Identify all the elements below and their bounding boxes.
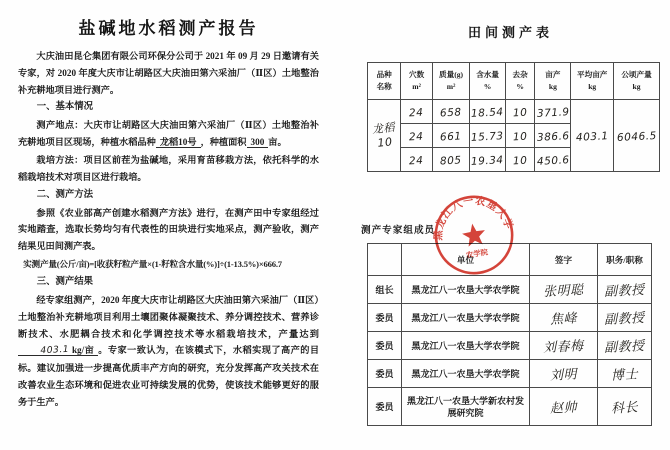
expert-unit: 黑龙江八一农垦大学农学院 [402, 332, 530, 360]
expert-title: 副教授 [598, 276, 652, 304]
table-cell: 386.6 [535, 124, 571, 148]
table-cell: 24 [401, 124, 432, 148]
expert-row [368, 360, 652, 388]
table-cell-variety: 龙稻10 [368, 100, 401, 172]
column-header: 含水量 % [470, 63, 506, 100]
result-text: 经专家组测产，2020 年度大庆市让胡路区大庆油田第六采油厂（Ⅱ区）土地整治补充耕地项目利用土壤团聚体凝聚技术、养分调控技术、营养诊断技术、水肥耦合技术和化学调控技术等水稻栽培技术，产量达到 [18, 294, 319, 339]
column-header [368, 244, 402, 276]
expert-role: 委员 [368, 332, 402, 360]
table-cell: 24 [401, 148, 432, 172]
column-header: 品种 名称 [368, 63, 401, 100]
column-header: 公顷产量 kg [614, 63, 660, 100]
table-cell: 24 [401, 100, 432, 124]
experts-header-row [368, 244, 652, 276]
expert-role: 委员 [368, 360, 402, 388]
field-table-title: 田间测产表 [467, 25, 553, 40]
seal-ring-text: 黑龙江八一农垦大学 [432, 194, 516, 241]
yield-result-value [18, 345, 98, 356]
experts-group-label: 测产专家组成员 [361, 225, 436, 236]
table-cell-average-yield: 403.1 [571, 100, 614, 172]
rice-variety-value: 龙稻10号 [156, 137, 201, 148]
column-header: 签字 [530, 244, 598, 276]
table-cell: 371.9 [535, 100, 571, 124]
table-cell: 15.73 [470, 124, 506, 148]
expert-unit: 黑龙江八一农垦大学农学院 [402, 276, 530, 304]
table-cell-hectare-yield: 6046.5 [614, 100, 660, 172]
location-suffix-text: 亩。 [268, 137, 287, 148]
planting-area-value: 300 [247, 137, 269, 148]
seal-center-text: 农学院 [465, 247, 489, 260]
table-cell: 10 [505, 100, 535, 124]
expert-unit: 黑龙江八一农垦大学农学院 [402, 304, 530, 332]
table-cell: 19.34 [470, 148, 506, 172]
field-table-page [335, 0, 670, 450]
column-header: 亩产 kg [535, 63, 571, 100]
column-header: 质量(g) m² [432, 63, 469, 100]
expert-signature: 赵帅 [530, 388, 598, 426]
experts-table [367, 243, 652, 426]
expert-title: 博士 [598, 360, 652, 388]
table-cell: 661 [432, 124, 469, 148]
expert-title: 副教授 [598, 304, 652, 332]
table-cell: 450.6 [535, 148, 571, 172]
expert-signature: 刘明 [530, 360, 598, 388]
report-cultivation-paragraph: 栽培方法：项目区前茬为盐碱地，采用育苗移栽方法，依托科学的水稻栽培技术对项目区进行栽培。 [18, 154, 319, 182]
expert-row [368, 304, 652, 332]
result-suffix-text: 。专家一致认为，在该模式下，水稻实现了高产的目标。建议加强进一步提高优质丰产方向的研究，充分发挥高产攻关技术在改善农业生态环境和促进农业可持续发展的优势，使该技术能够更好的服务于生产。 [18, 345, 320, 407]
field-yield-table [367, 62, 660, 172]
report-method-paragraph: 参照《农业部高产创建水稻测产方法》进行，在测产田中专家组经过实地踏查，选取长势均匀有代表性的田块进行实地采点，测产验收，测产结果见田间测产表。 [18, 207, 319, 252]
expert-role: 委员 [368, 304, 402, 332]
expert-role: 组长 [368, 276, 402, 304]
report-location-paragraph [18, 117, 319, 151]
column-header: 穴数 m² [401, 63, 432, 100]
expert-title: 科长 [598, 388, 652, 426]
section-heading-method: 二、测产方法 [36, 189, 94, 200]
table-cell: 18.54 [470, 100, 506, 124]
column-header: 单位 [402, 244, 530, 276]
expert-signature: 张明聪 [530, 276, 598, 304]
expert-row [368, 388, 652, 426]
table-cell: 10 [505, 124, 535, 148]
expert-signature: 焦峰 [530, 304, 598, 332]
yield-formula: 实测产量(公斤/亩)=[收获籽粒产量×(1-籽粒含水量(%)]÷(1-13.5%)×666.7 [23, 258, 282, 269]
report-intro-paragraph: 大庆油田昆仑集团有限公司环保分公司于 2021 年 09 月 29 日邀请有关专家，对 2020 年度大庆市让胡路区大庆油田第六采油厂（Ⅱ区）土地整治补充耕地项目进行测产。 [18, 51, 319, 95]
column-header: 职务/职称 [598, 244, 652, 276]
field-table-row [368, 100, 660, 124]
expert-role: 委员 [368, 388, 402, 426]
field-table-header-row [368, 63, 660, 100]
section-heading-basic-info: 一、基本情况 [36, 102, 94, 113]
table-cell: 10 [505, 148, 535, 172]
column-header: 平均亩产 kg [571, 63, 614, 100]
location-text: 测产地点：大庆市让胡路区大庆油田第六采油厂（Ⅱ区）土地整治补充耕地项目区现场，种植水稻品种 [18, 120, 319, 148]
report-result-paragraph [18, 292, 319, 411]
column-header: 去杂 % [505, 63, 535, 100]
expert-signature: 刘春梅 [530, 332, 598, 360]
table-cell: 658 [432, 100, 469, 124]
location-mid-text: ，种植面积 [200, 137, 247, 148]
expert-unit: 黑龙江八一农垦大学农学院 [402, 360, 530, 388]
expert-unit: 黑龙江八一农垦大学新农村发展研究院 [402, 388, 530, 426]
yield-unit: kg/亩 [71, 345, 95, 356]
expert-row [368, 332, 652, 360]
report-title: 盐碱地水稻测产报告 [78, 19, 259, 38]
section-heading-result: 三、测产结果 [36, 276, 94, 287]
table-cell: 805 [432, 148, 469, 172]
expert-title: 副教授 [598, 332, 652, 360]
expert-row [368, 276, 652, 304]
handwritten-yield: 403.1 [40, 344, 70, 357]
